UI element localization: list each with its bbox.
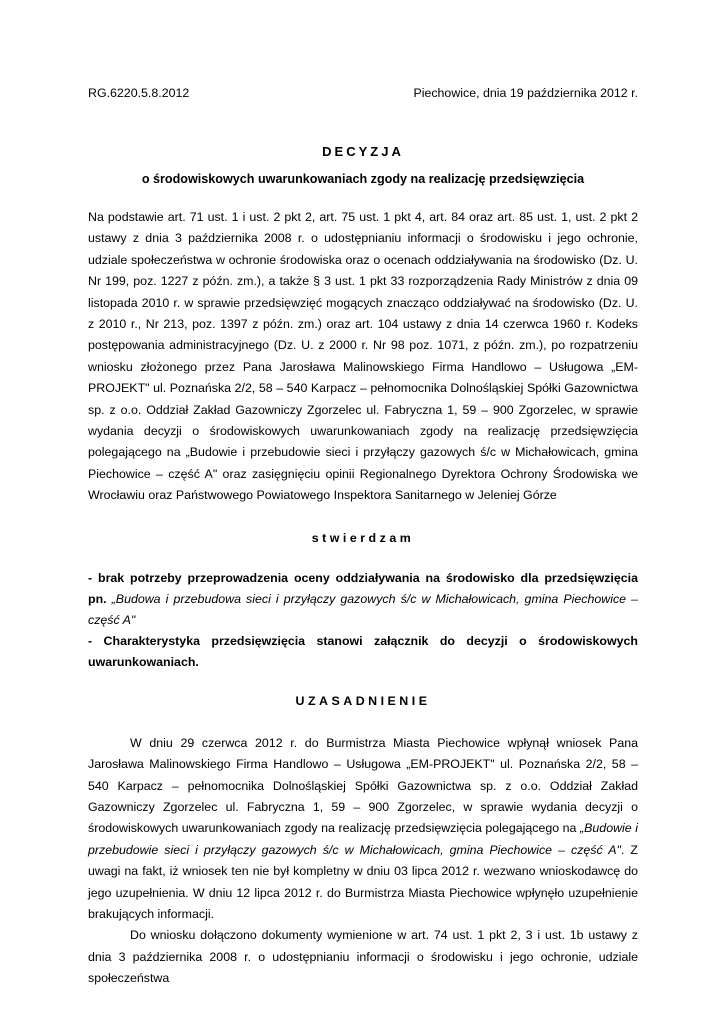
- decision-subtitle: o środowiskowych uwarunkowaniach zgody na realizację przedsięwzięcia: [141, 172, 585, 186]
- finding-characteristics: - Charakterystyka przedsięwzięcia stanowi załącznik do decyzji o środowiskowych uwarunkowaniach.: [88, 633, 638, 669]
- uzasadnienie-heading: UZASADNIENIE: [295, 693, 431, 708]
- finding-no-assessment: - brak potrzeby przeprowadzenia oceny oddziaływania na środowisko dla przedsięwzięcia pn.: [88, 570, 638, 606]
- legal-basis-paragraph: Na podstawie art. 71 ust. 1 i ust. 2 pkt 2, art. 75 ust. 1 pkt 4, art. 84 oraz art. 85 ust. 1, ust. 2 pkt 2 ustawy z dnia 3 października 2008 r. o udostępnianiu informacji o środowisku i jego ochronie, udziale społeczeństwa w ochronie środowiska oraz o ocenach oddziaływania na środowisko (Dz. U. Nr 199, poz. 1227 z późn. zm.), a także § 3 ust. 1 pkt 33 rozporządzenia Rady Ministrów z dnia 09 listopada 2010 r. w sprawie przedsięwzięć mogących znacząco oddziaływać na środowisko (Dz. U. z 2010 r., Nr 213, poz. 1397 z późn. zm.) oraz art. 104 ustawy z dnia 14 czerwca 1960 r. Kodeks postępowania administracyjnego (Dz. U. z 2000 r. Nr 98 poz. 1071, z późn. zm.), po rozpatrzeniu wniosku złożonego przez Pana Jarosława Malinowskiego Firma Handlowo – Usługowa „EM-PROJEKT" ul. Poznańska 2/2, 58 – 540 Karpacz – pełnomocnika Dolnośląskiej Spółki Gazownictwa sp. z o.o. Oddział Zakład Gazowniczy Zgorzelec ul. Fabryczna 1, 59 – 900 Zgorzelec, w sprawie wydania decyzji o środowiskowych uwarunkowaniach zgody na realizację przedsięwzięcia polegającego na „Budowie i przebudowie sieci i przyłączy gazowych ś/c w Michałowicach, gmina Piechowice – część A" oraz zasięgnięciu opinii Regionalnego Dyrektora Ochrony Środowiska we Wrocławiu oraz Państwowego Powiatowego Inspektora Sanitarnego w Jeleniej Górze: [88, 210, 638, 503]
- place-date: Piechowice, dnia 19 października 2012 r.: [413, 86, 638, 100]
- justification-text-b: . Z uwagi na fakt, iż wniosek ten nie był kompletny w dniu 03 lipca 2012 r. wezwano wnioskodawcę do jego uzupełnienia. W dniu 12 lipca 2012 r. do Burmistrza Miasta Piechowice wpłynęło uzupełnienie brakujących informacji.: [88, 842, 638, 921]
- project-name-italic: „Budowa i przebudowa sieci i przyłączy gazowych ś/c w Michałowicach, gmina Piechowice – część A": [88, 591, 638, 627]
- justification-paragraph-2: Do wniosku dołączono dokumenty wymienione w art. 74 ust. 1 pkt 2, 3 i ust. 1b ustawy z dnia 3 października 2008 r. o udostępnianiu informacji o środowisku i jego ochronie, udziale społeczeństwa: [88, 928, 638, 986]
- justification-paragraph-1: [88, 733, 638, 926]
- stwierdzam-heading: stwierdzam: [311, 530, 415, 545]
- decision-title: DECYZJA: [322, 144, 404, 159]
- findings-section: [88, 568, 638, 673]
- justification-text-a: W dniu 29 czerwca 2012 r. do Burmistrza Miasta Piechowice wpłynął wniosek Pana Jarosława Malinowskiego Firma Handlowo – Usługowa „EM-PROJEKT" ul. Poznańska 2/2, 58 – 540 Karpacz – pełnomocnika Dolnośląskiej Spółki Gazownictwa sp. z o.o. Oddział Zakład Gazowniczy Zgorzelec ul. Fabryczna 1, 59 – 900 Zgorzelec, w sprawie wydania decyzji o środowiskowych uwarunkowaniach zgody na realizację przedsięwzięcia polegającego na: [88, 735, 638, 836]
- reference-number: RG.6220.5.8.2012: [88, 86, 190, 100]
- document-page: [88, 86, 638, 990]
- document-header: [88, 86, 638, 106]
- justification-project-italic: „Budowie i przebudowie sieci i przyłączy gazowych ś/c w Michałowicach, gmina Piechowice – część A": [88, 821, 638, 857]
